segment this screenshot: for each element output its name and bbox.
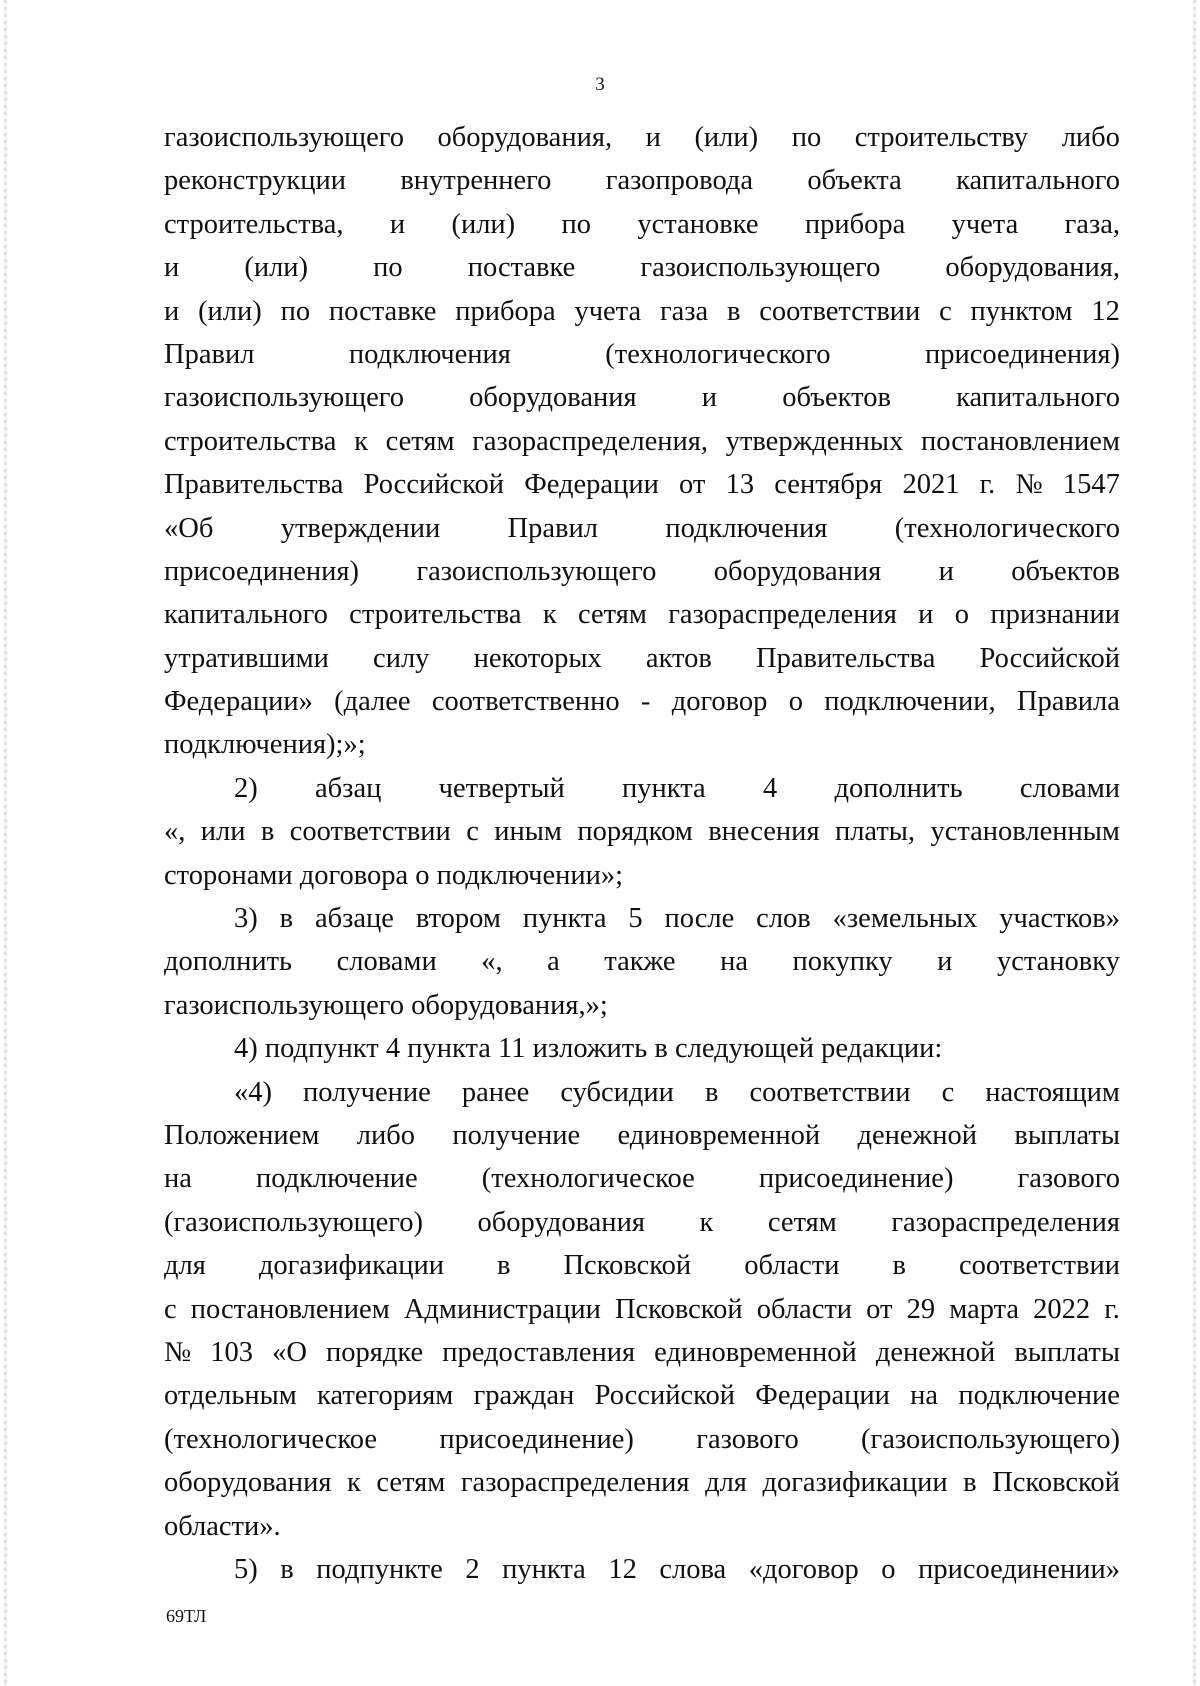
word: (или) [694,122,759,153]
text-line [164,333,1120,376]
word: и [164,295,180,327]
word: (газоиспользующего) [861,1423,1120,1455]
word: получение [303,1076,431,1108]
word: газораспределения, [472,425,708,457]
word: отдельным [164,1380,297,1412]
word: о [788,686,803,718]
word: выплаты [1014,1336,1120,1368]
word: 2022 [1033,1293,1091,1325]
word: (технологического [605,338,831,370]
word: газоиспользующего [164,382,404,414]
word: порядке [325,1336,424,1368]
word: после [664,903,735,935]
text-line [164,1114,1120,1157]
word: слов [756,903,811,935]
word: 1547 [1062,469,1120,501]
text-line [164,1157,1120,1200]
word: 12 [608,1553,637,1585]
word: получение [452,1119,581,1151]
word: установку [996,946,1120,978]
word: от [679,469,706,501]
word: прибора [455,295,556,327]
word: абзац [315,772,382,804]
word: утратившими [164,642,329,674]
word: Правительства [164,469,344,501]
word: признании [990,599,1120,631]
word: Российской [594,1380,736,1412]
word: Правительства [756,642,936,674]
word: подключения [665,512,828,544]
word: сетям [578,599,647,631]
word: объектов [1011,555,1120,587]
word: иным [494,816,562,848]
word: соответствии [749,1076,911,1108]
page-number: 3 [595,74,605,95]
word: присоединения) [924,338,1120,370]
word: и [164,252,180,284]
word: категориям [317,1380,454,1412]
word: оборудования, [945,252,1120,284]
text-line [164,420,1120,463]
word: строительства, [164,208,344,240]
text-line [164,810,1120,853]
word: 29 [906,1293,936,1325]
word: словами [1019,772,1120,804]
word: газового [1017,1163,1120,1195]
word: и [389,208,406,240]
word: соответствии [958,1250,1120,1282]
word: капитального [956,382,1120,414]
word: для [705,1467,747,1499]
word: оборудования [164,1467,332,1499]
word: г. [1104,1293,1120,1325]
word: (или) [198,295,262,327]
word: втором [415,903,501,935]
word: «, [164,816,186,848]
word: по [280,295,311,327]
word: «4) [234,1076,272,1108]
word: «земельных [832,903,978,935]
word: дополнить [164,946,293,978]
word: области [756,1293,853,1325]
word: дополнить [834,772,963,804]
word: Федерации [755,1380,890,1412]
word: газового [696,1423,799,1455]
word: (газоиспользующего) [164,1206,423,1238]
footer-code: 69ТЛ [166,1606,207,1626]
word: постановлением [190,1293,390,1325]
text-line [164,1244,1120,1287]
word: установке [637,208,759,240]
text-line [164,507,1120,550]
word: капитального [164,599,328,631]
word: 4 [762,772,778,804]
word: и [701,382,718,414]
word: (технологическое [481,1163,695,1195]
word: оборудования [477,1206,645,1238]
word: к [354,425,368,457]
word: Федерации» [164,686,313,718]
text-line [164,290,1120,333]
word: пунктом [970,295,1073,327]
word: оборудования [469,382,637,414]
word: внутреннего [400,165,552,197]
word: 2) [234,772,258,804]
word: подключение [958,1380,1120,1412]
word: в [260,816,275,848]
text-line [164,593,1120,636]
word: (технологического [894,512,1120,544]
text-line [164,246,1120,289]
word: марта [949,1293,1020,1325]
word: покупку [792,946,893,978]
word: газа [659,295,709,327]
word: капитального [956,165,1120,197]
word: подключение [256,1163,418,1195]
word: присоединение) [439,1423,634,1455]
word: или [200,816,246,848]
word: № [164,1336,192,1368]
word: для [164,1250,206,1282]
word: Псковской [992,1467,1120,1499]
word: силу [373,642,430,674]
word: Правила [1016,686,1120,718]
word: строительства [164,425,337,457]
word: сетям [385,425,455,457]
word: от [866,1293,893,1325]
word: и [918,599,934,631]
text-line: сторонами договора о подключении»; [164,859,624,891]
word: порядком [577,816,693,848]
word: по [561,208,592,240]
text-line [164,376,1120,419]
word: газораспределения [891,1206,1120,1238]
word: о [881,1553,896,1585]
word: пункта [622,772,706,804]
word: а [547,946,560,978]
word: выплаты [1014,1119,1120,1151]
text-line: газоиспользующего оборудования,»; [164,989,608,1021]
word: Псковской [563,1250,692,1282]
word: объектов [782,382,891,414]
word: словами [336,946,437,978]
text-line [164,1201,1120,1244]
word: внесения [708,816,820,848]
word: 5 [628,903,643,935]
word: «О [272,1336,307,1368]
word: 5) [234,1553,258,1585]
text-line [164,159,1120,202]
word: газопровода [605,165,754,197]
word: к [542,599,557,631]
word: прибора [804,208,906,240]
text-line [164,1288,1120,1331]
word: пункта [522,903,607,935]
word: в [892,1250,906,1282]
word: газораспределения [460,1467,690,1499]
word: «Об [164,512,214,544]
text-line [164,1461,1120,1504]
word: поставке [328,295,437,327]
word: - [640,686,651,718]
word: строительства [349,599,522,631]
word: 2 [465,1553,480,1585]
word: по [373,252,403,284]
word: пункта [502,1553,586,1585]
word: поставке [467,252,576,284]
text-line [164,550,1120,593]
word: догазификации [762,1467,948,1499]
word: соответственно [431,686,620,718]
word: и [938,555,954,587]
word: утверждении [280,512,441,544]
text-line [164,203,1120,246]
word: платы, [834,816,916,848]
word: в [726,295,741,327]
word: присоединения) [164,555,360,587]
word: газа, [1064,208,1120,240]
word: «, [481,946,503,978]
scan-edge-left [4,0,7,1686]
word: Псковской [614,1293,743,1325]
word: сетям [767,1206,837,1238]
word: утвержденных [725,425,904,457]
word: четвертый [438,772,565,804]
word: постановлением [921,425,1120,457]
word: установленным [930,816,1120,848]
word: также [604,946,676,978]
word: догазификации [258,1250,444,1282]
word: с [164,1293,177,1325]
word: предоставления [442,1336,636,1368]
word: сентября [774,469,883,501]
word: г. [979,469,996,501]
word: с [941,1076,955,1108]
word: Российской [979,642,1120,674]
word: соответствии [759,295,921,327]
text-line [164,463,1120,506]
word: газораспределения [668,599,897,631]
text-line [164,897,1120,940]
text-line [164,1071,1120,1114]
word: объекта [807,165,902,197]
word: договор [671,686,768,718]
text-line [164,940,1120,983]
word: «договор [748,1553,859,1585]
word: слова [659,1553,727,1585]
word: 12 [1091,295,1120,327]
word: соответствии [289,816,451,848]
word: Администрации [403,1293,601,1325]
word: на [720,946,748,978]
word: газоиспользующего [416,555,657,587]
word: либо [356,1119,415,1151]
word: с [939,295,952,327]
text-line [164,637,1120,680]
word: подключении, [824,686,996,718]
word: актов [645,642,712,674]
text-line [164,680,1120,723]
word: к [347,1467,361,1499]
word: субсидии [560,1076,674,1108]
word: 103 [210,1336,254,1368]
word: учета [574,295,642,327]
word: 2021 [902,469,960,501]
word: либо [1061,122,1120,153]
text-line [164,116,1120,159]
word: (или) [451,208,516,240]
text-line: подключения);»; [164,729,366,761]
word: в [704,1076,719,1108]
word: в [496,1250,511,1282]
text-line: 4) подпункт 4 пункта 11 изложить в следующей редакции: [234,1033,943,1065]
word: присоединение) [758,1163,954,1195]
text-line [164,767,1120,810]
word: строительству [854,122,1029,153]
word: газоиспользующего [640,252,881,284]
word: учета [951,208,1019,240]
word: по [791,122,822,153]
word: подключения [348,338,511,370]
text-line [164,1548,1120,1591]
word: (технологическое [164,1423,377,1455]
word: оборудования [713,555,882,587]
word: Правил [507,512,598,544]
word: в [963,1467,977,1499]
word: сетям [376,1467,446,1499]
word: 13 [725,469,755,501]
text-line: области». [164,1510,281,1542]
word: денежной [875,1336,996,1368]
word: абзаце [315,903,394,935]
scan-edge-right [1193,0,1196,1686]
word: единовременной [654,1336,857,1368]
word: присоединении» [918,1553,1120,1585]
word: о [954,599,969,631]
word: участков» [999,903,1120,935]
word: настоящим [985,1076,1120,1108]
word: в [279,903,294,935]
word: денежной [857,1119,977,1151]
word: подпункте [316,1553,443,1585]
word: ранее [461,1076,530,1108]
word: Правил [164,338,255,370]
word: в [280,1553,294,1585]
word: Российской [363,469,505,501]
word: реконструкции [164,165,346,197]
text-line [164,1331,1120,1374]
word: единовременной [617,1119,821,1151]
word: 3) [234,903,258,935]
word: с [466,816,479,848]
word: к [699,1206,714,1238]
word: Положением [164,1119,320,1151]
word: на [910,1380,939,1412]
word: газоиспользующего [164,122,404,153]
word: и [937,946,953,978]
word: № [1015,469,1043,501]
word: некоторых [473,642,602,674]
word: и [645,122,661,153]
document-body [164,116,1120,1591]
word: оборудования, [437,122,613,153]
word: (далее [334,686,411,718]
word: граждан [473,1380,575,1412]
text-line [164,1418,1120,1461]
word: области [744,1250,840,1282]
word: Федерации [524,469,659,501]
word: (или) [244,252,309,284]
word: на [164,1163,192,1195]
text-line [164,1374,1120,1417]
